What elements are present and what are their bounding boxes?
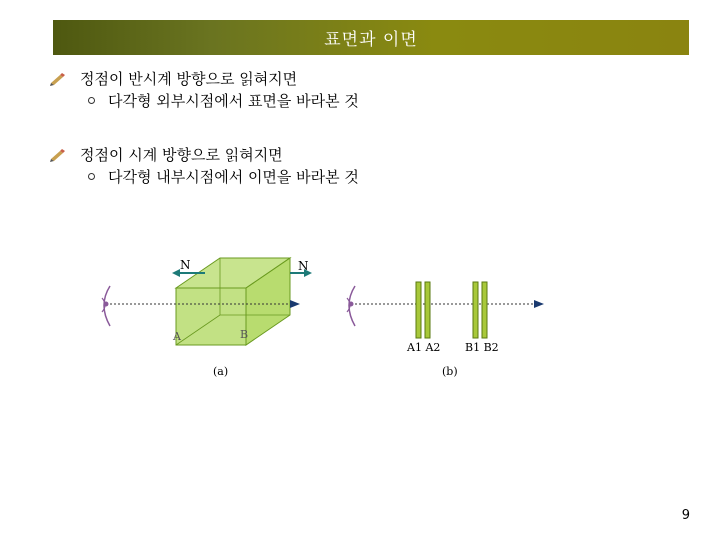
bullet-text: 정점이 반시계 방향으로 읽혀지면 <box>80 70 298 88</box>
sub-bullet-item <box>46 90 646 112</box>
vertex-label-b: B <box>240 328 249 341</box>
eye-icon-a <box>102 286 110 326</box>
plate-labels-a: A1 A2 <box>407 341 441 354</box>
plate-labels-b: B1 B2 <box>465 341 499 354</box>
vertex-label-a: A <box>173 330 181 343</box>
sub-bullet-item <box>46 166 646 188</box>
eye-icon-b <box>347 286 355 326</box>
circle-bullet-icon <box>88 173 95 180</box>
figure-label-a: (a) <box>213 365 229 378</box>
page-number: 9 <box>681 508 690 523</box>
title-bar <box>53 20 689 55</box>
normal-label-right: N <box>298 259 309 273</box>
sight-arrow-b <box>534 300 544 308</box>
normal-label-left: N <box>180 258 191 272</box>
figure-label-b: (b) <box>442 365 458 378</box>
sight-arrow-a <box>290 300 300 308</box>
pencil-bullet-icon <box>50 72 66 86</box>
slide-title: 표면과 이면 <box>324 30 418 50</box>
cube-shape <box>176 258 290 345</box>
bullet-item <box>46 144 646 166</box>
bullet-item <box>46 68 646 90</box>
bullet-text: 정점이 시계 방향으로 읽혀지면 <box>80 146 283 164</box>
pencil-bullet-icon <box>50 148 66 162</box>
circle-bullet-icon <box>88 97 95 104</box>
surface-figure <box>80 220 560 390</box>
bullet-list <box>46 68 646 188</box>
sub-bullet-text: 다각형 내부시점에서 이면을 바라본 것 <box>108 168 359 186</box>
plates <box>416 282 487 338</box>
sub-bullet-text: 다각형 외부시점에서 표면을 바라본 것 <box>108 92 359 110</box>
